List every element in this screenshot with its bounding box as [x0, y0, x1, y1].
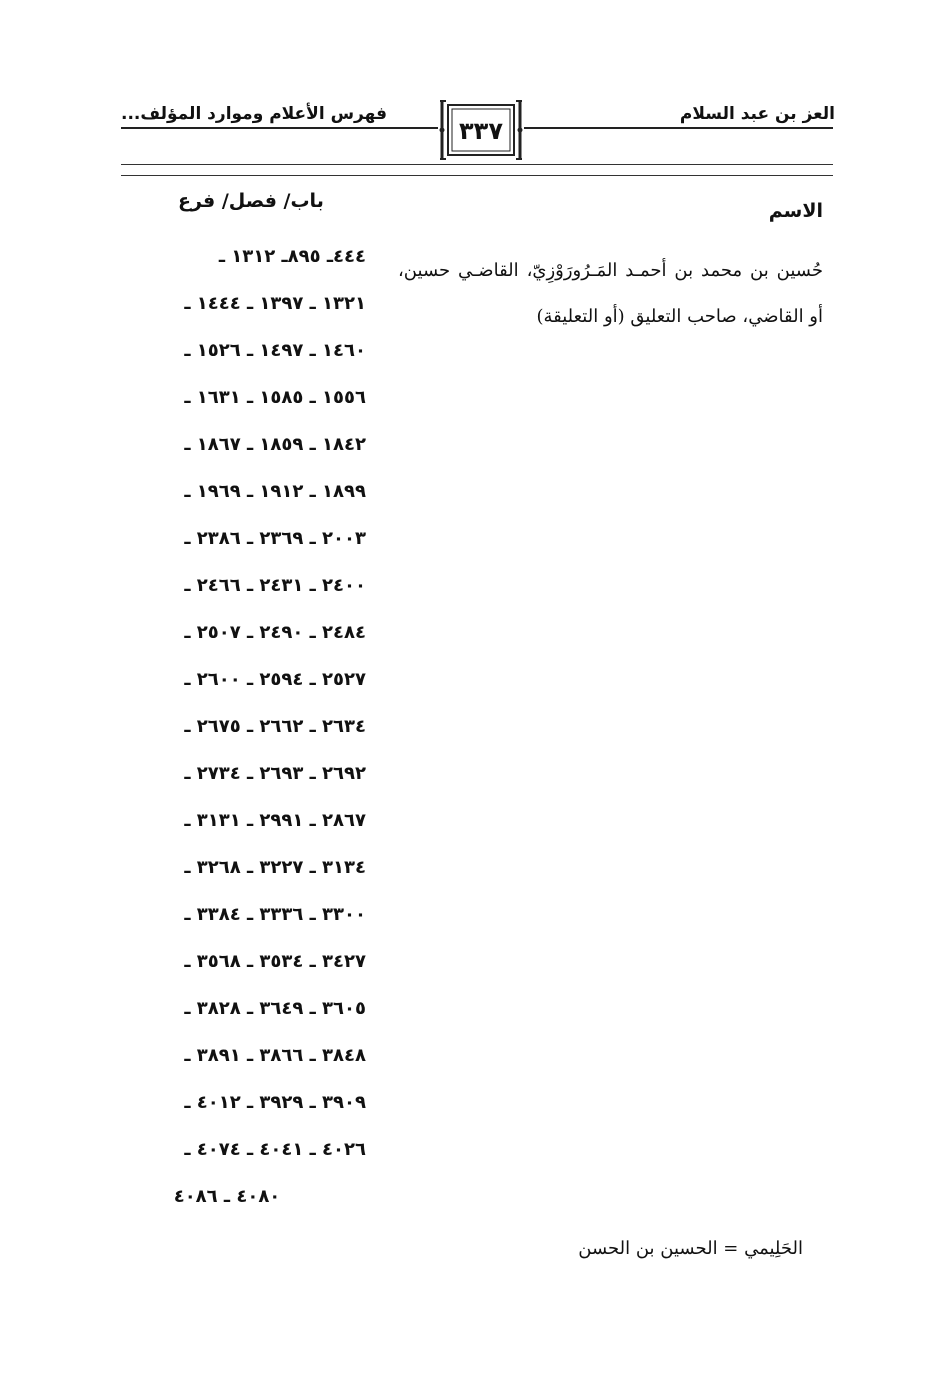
header-rule-middle [121, 164, 833, 165]
reference-line: ٢٠٠٣ ـ ٢٣٦٩ ـ ٢٣٨٦ ـ [184, 528, 366, 549]
page-number: ٣٣٧ [459, 117, 503, 145]
reference-line: ٣٩٠٩ ـ ٣٩٢٩ ـ ٤٠١٢ ـ [184, 1092, 366, 1113]
reference-line: ٣٤٢٧ ـ ٣٥٣٤ ـ ٣٥٦٨ ـ [184, 951, 366, 972]
reference-line: ٢٤٨٤ ـ ٢٤٩٠ ـ ٢٥٠٧ ـ [184, 622, 366, 643]
reference-line: ١٣٢١ ـ ١٣٩٧ ـ ١٤٤٤ ـ [184, 293, 366, 314]
cross-reference-entry: الحَلِيمي = الحسين بن الحسن [578, 1238, 803, 1259]
reference-line: ٣١٣٤ ـ ٣٢٢٧ ـ ٣٢٦٨ ـ [184, 857, 366, 878]
running-head-author: العز بن عبد السلام [679, 104, 835, 124]
reference-line: ١٨٤٢ ـ ١٨٥٩ ـ ١٨٦٧ ـ [184, 434, 366, 455]
reference-line: ٣٣٠٠ ـ ٣٣٣٦ ـ ٣٣٨٤ ـ [184, 904, 366, 925]
reference-line: ٣٦٠٥ ـ ٣٦٤٩ ـ ٣٨٢٨ ـ [184, 998, 366, 1019]
reference-line: ١٥٥٦ ـ ١٥٨٥ ـ ١٦٣١ ـ [184, 387, 366, 408]
reference-list [128, 240, 366, 1227]
reference-line: ٤٠٨٠ ـ ٤٠٨٦ [173, 1186, 281, 1207]
reference-line: ٣٨٤٨ ـ ٣٨٦٦ ـ ٣٨٩١ ـ [184, 1045, 366, 1066]
reference-line: ١٨٩٩ ـ ١٩١٢ ـ ١٩٦٩ ـ [184, 481, 366, 502]
entry-name: حُسين بن محمد بن أحمـد المَـرُورَوْزِيّ، القاضـي حسين، أو القاضي، صاحب التعليق (أو التعليقة) [398, 260, 823, 327]
column-heading-references: باب/ فصل/ فرع [178, 190, 324, 212]
reference-line: ٢٨٦٧ ـ ٢٩٩١ ـ ٣١٣١ ـ [184, 810, 366, 831]
page-number-frame [438, 97, 524, 163]
reference-line: ٢٥٢٧ ـ ٢٥٩٤ ـ ٢٦٠٠ ـ [184, 669, 366, 690]
reference-line: ٢٦٩٢ ـ ٢٦٩٣ ـ ٢٧٣٤ ـ [184, 763, 366, 784]
header-rule-bottom [121, 175, 833, 176]
running-head-index-title: فهرس الأعلام وموارد المؤلف... [121, 104, 387, 124]
column-heading-name: الاسم [768, 200, 823, 222]
reference-line: ٢٤٠٠ ـ ٢٤٣١ ـ ٢٤٦٦ ـ [184, 575, 366, 596]
reference-line: ٤٤٤ـ ٨٩٥ـ ١٣١٢ ـ [218, 246, 366, 267]
reference-line: ١٤٦٠ ـ ١٤٩٧ ـ ١٥٢٦ ـ [184, 340, 366, 361]
reference-line: ٢٦٣٤ ـ ٢٦٦٢ ـ ٢٦٧٥ ـ [184, 716, 366, 737]
reference-line: ٤٠٢٦ ـ ٤٠٤١ ـ ٤٠٧٤ ـ [184, 1139, 366, 1160]
